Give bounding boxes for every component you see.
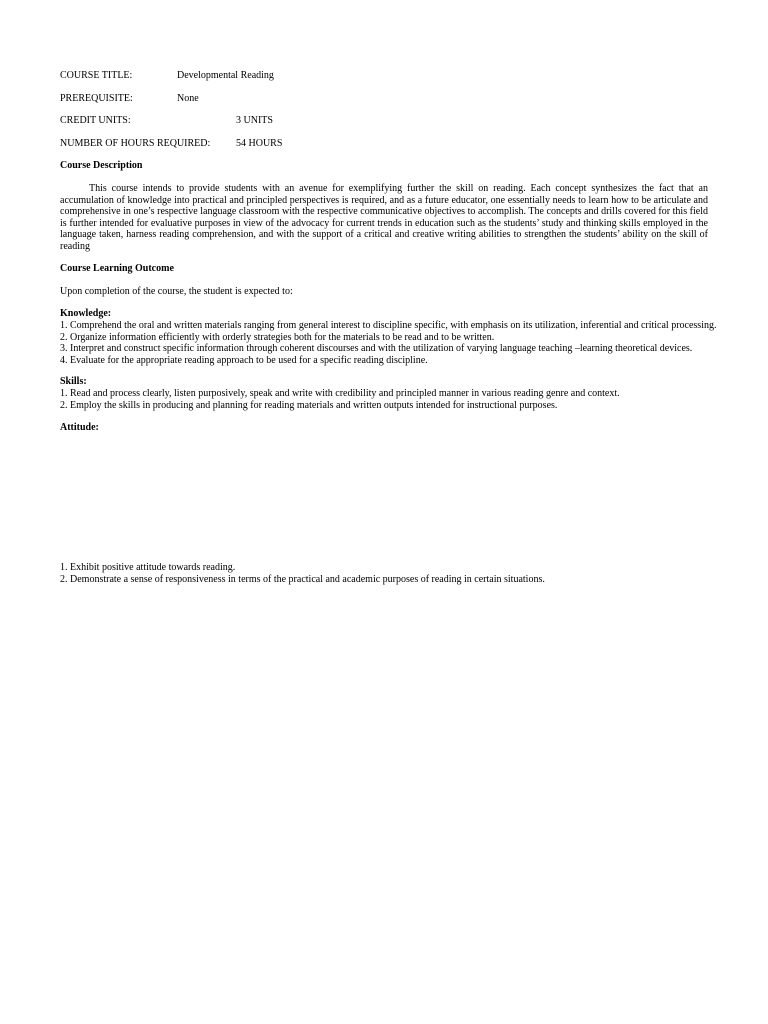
outcome-intro: Upon completion of the course, the student is expected to: — [60, 286, 293, 297]
knowledge-item: 3. Interpret and construct specific information through coherent discourses and with the utilization of varying language teaching –learning theoretical devices. — [60, 343, 693, 354]
skills-list — [60, 388, 620, 411]
knowledge-heading: Knowledge: — [60, 308, 112, 319]
attitude-list — [60, 562, 545, 585]
attitude-item: 2. Demonstrate a sense of responsiveness in terms of the practical and academic purposes of reading in certain situations. — [60, 573, 545, 585]
credit-units-label: CREDIT UNITS: — [60, 115, 131, 126]
course-description-heading: Course Description — [60, 160, 143, 171]
skills-item: 1. Read and process clearly, listen purposively, speak and write with credibility and principled manner in various reading genre and context. — [60, 388, 620, 399]
prerequisite-value: None — [177, 93, 199, 104]
knowledge-list — [60, 320, 716, 366]
knowledge-item: 4. Evaluate for the appropriate reading approach to be used for a specific reading discipline. — [60, 354, 428, 366]
attitude-heading: Attitude: — [60, 422, 99, 433]
skills-item: 2. Employ the skills in producing and planning for reading materials and written outputs intended for instructional purposes. — [60, 399, 558, 411]
prerequisite-label: PREREQUISITE: — [60, 93, 133, 104]
course-description-text: This course intends to provide students with an avenue for exemplifying further the skill on reading. Each concept synthesizes the fact that an accumulation of knowledge into practical and principled perspectives is required, and as a future educator, one essentially needs to learn how to be articulate and comprehensive in one’s respective language classroom with the respective communicative objectives to accomplish. The concepts and drills covered for this field is further intended for evaluative purposes in view of the advocacy for current trends in education such as the students’ study and thinking skills employed in the language taken, harness reading comprehension, and with the support of a critical and creative writing abilities to strengthen the students’ ability on the skill of reading — [60, 183, 708, 252]
skills-heading: Skills: — [60, 376, 87, 387]
knowledge-item: 1. Comprehend the oral and written materials ranging from general interest to discipline specific, with emphasis on its utilization, inferential and critical processing. — [60, 320, 717, 331]
course-title-value: Developmental Reading — [177, 70, 274, 81]
hours-required-label: NUMBER OF HOURS REQUIRED: — [60, 138, 211, 149]
learning-outcome-heading: Course Learning Outcome — [60, 263, 174, 274]
course-title-label: COURSE TITLE: — [60, 70, 133, 81]
hours-required-value: 54 HOURS — [236, 138, 283, 149]
credit-units-value: 3 UNITS — [236, 115, 273, 126]
knowledge-item: 2. Organize information efficiently with orderly strategies both for the materials to be read and to be written. — [60, 331, 495, 343]
attitude-item: 1. Exhibit positive attitude towards reading. — [60, 562, 236, 573]
